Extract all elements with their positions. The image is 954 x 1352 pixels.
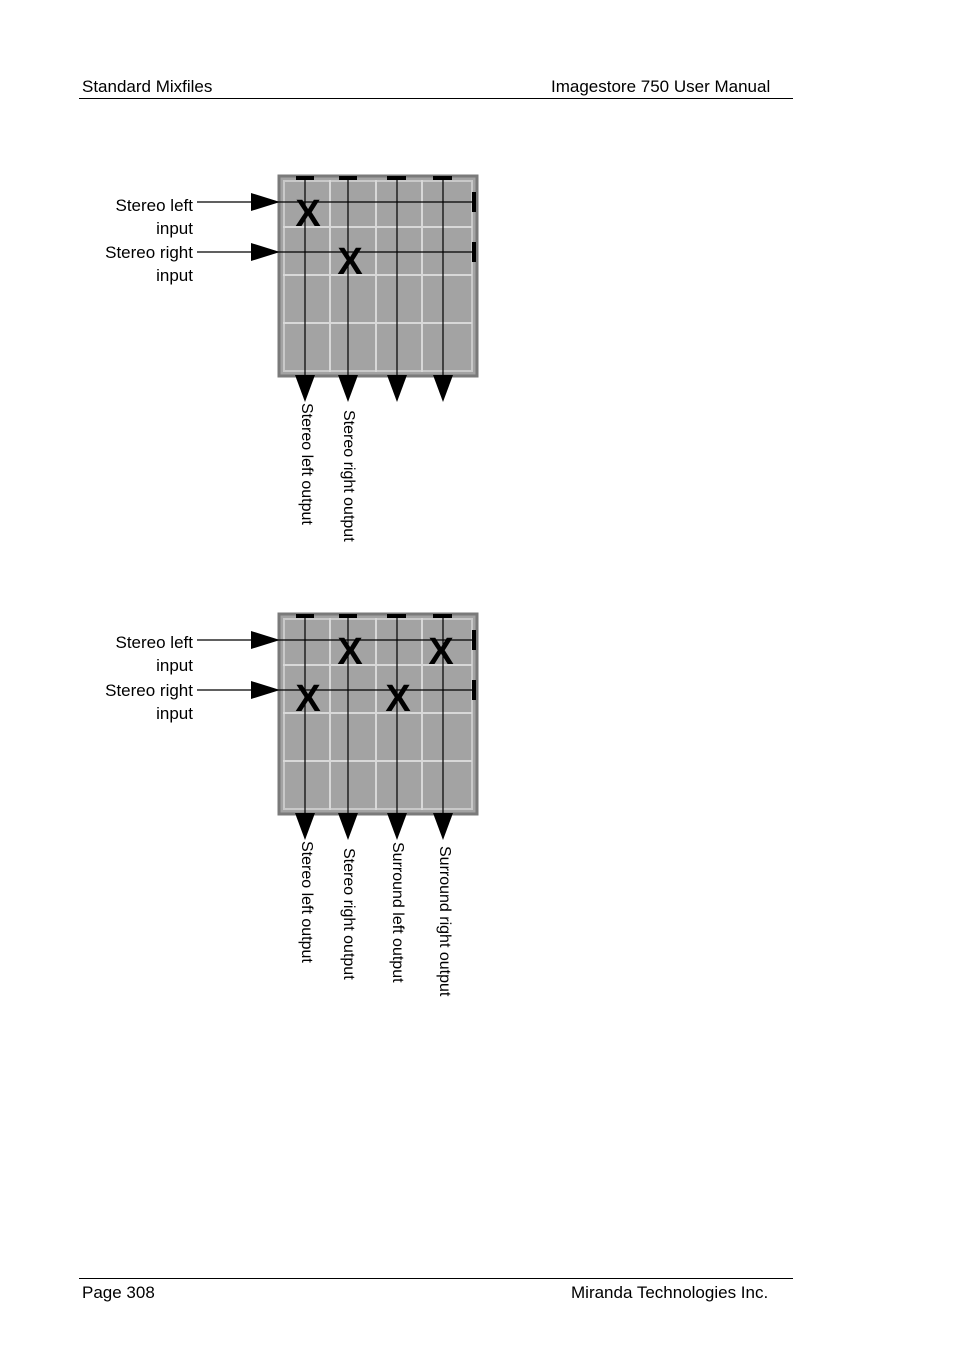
crosspoint-mark: X [295,193,321,235]
output-label-2: Stereo right output [340,410,357,542]
crosspoint-mark: X [337,631,363,673]
input-arrow-2 [251,243,280,261]
input-label-stereo-right: Stereo right input [105,243,193,285]
input-label-stereo-left: Stereo left input [115,633,193,675]
output-label-4: Surround right output [436,846,453,997]
output-arrow-2 [338,375,358,402]
input-arrow-1 [251,631,280,649]
header-right-title: Imagestore 750 User Manual [551,77,771,96]
output-label-3: Surround left output [389,842,406,983]
input-label-stereo-left: Stereo left input [115,196,193,238]
footer-rule [79,1278,793,1279]
header-rule [79,98,793,99]
output-arrow-1 [295,813,315,840]
crosspoint-mark: X [337,241,363,283]
crosspoint-diagram-surround [0,608,954,1048]
footer-company: Miranda Technologies Inc. [571,1283,769,1302]
output-arrow-3 [387,813,407,840]
output-label-1: Stereo left output [298,841,315,963]
crosspoint-diagram-stereo [0,170,954,610]
output-arrow-2 [338,813,358,840]
header-left-title: Standard Mixfiles [82,77,213,96]
crosspoint-mark: X [428,631,454,673]
input-label-stereo-right: Stereo right input [105,681,193,723]
crosspoint-mark: X [295,678,321,720]
crosspoint-mark: X [385,678,411,720]
output-arrow-4 [433,375,453,402]
input-arrow-2 [251,681,280,699]
input-arrow-1 [251,193,280,211]
output-label-1: Stereo left output [298,403,315,525]
output-label-2: Stereo right output [340,848,357,980]
output-arrow-3 [387,375,407,402]
output-arrow-4 [433,813,453,840]
footer-page-number: Page 308 [82,1283,155,1302]
output-arrow-1 [295,375,315,402]
